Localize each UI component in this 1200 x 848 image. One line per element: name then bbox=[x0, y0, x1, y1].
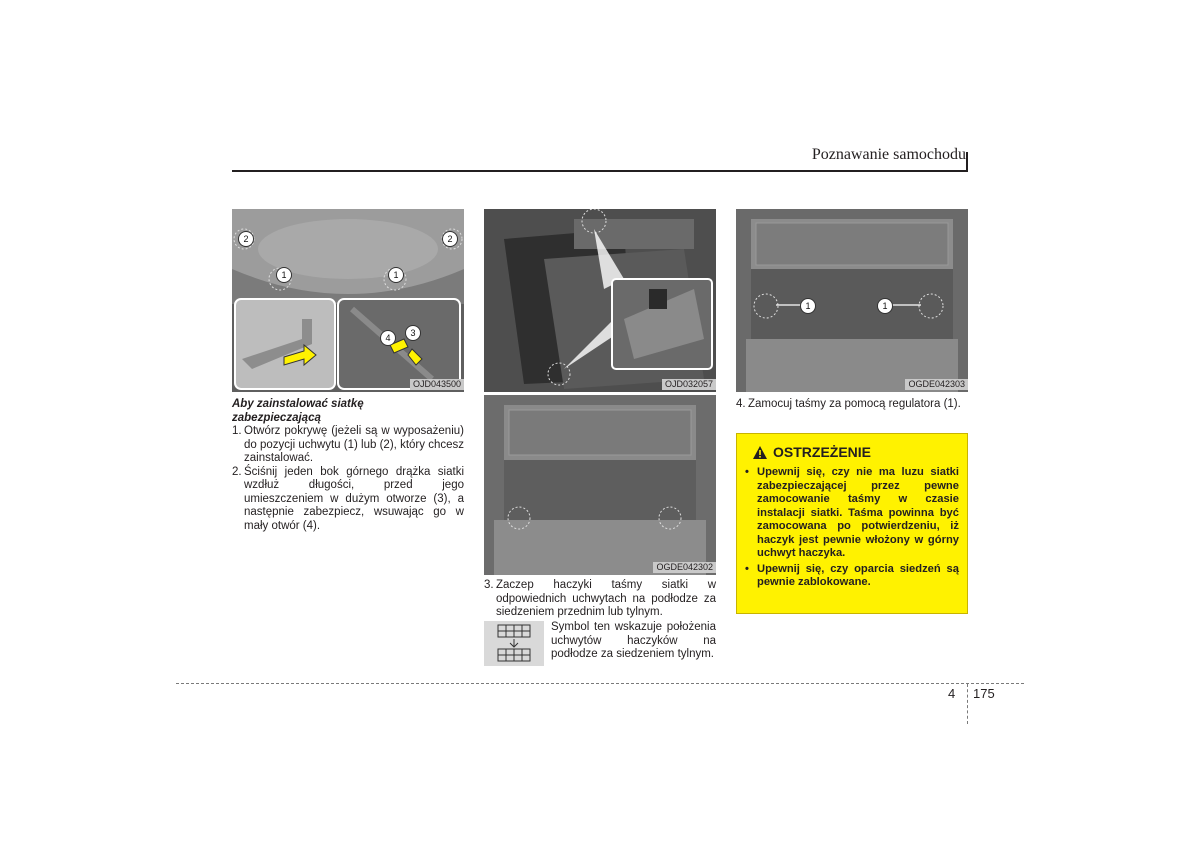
figure-net-straps bbox=[736, 209, 968, 392]
warning-box bbox=[736, 433, 968, 614]
callout-1-left: 1 bbox=[800, 298, 816, 314]
left-column bbox=[232, 398, 464, 533]
step-text: Ściśnij jeden bok górnego drążka siatki wzdłuż długości, przed jego umieszczeniem w dużym otworze (3), a następnie zabezpiecz, wsuwając go w mały otwór (4). bbox=[244, 465, 464, 532]
warning-title-text: OSTRZEŻENIE bbox=[773, 444, 872, 460]
step-number: 4. bbox=[736, 398, 746, 410]
figure-trunk-floor-hooks bbox=[484, 395, 716, 575]
section-heading: Aby zainstalować siatkę zabezpieczającą bbox=[232, 398, 364, 424]
step-text: Zamocuj taśmy za pomocą regulatora (1). bbox=[748, 398, 961, 410]
figure-net-straps-illustration bbox=[736, 209, 968, 392]
warning-item-text: Upewnij się, czy nie ma luzu siatki zabezpieczającej przez pewne zamocowanie taśmy w czasie instalacji siatki. Taśma powinna być zamocowana po potwierdzeniu, iż haczyk jest pewnie włożony w górny uchwyt haczyka. bbox=[757, 466, 959, 559]
step-number: 1. bbox=[232, 425, 242, 437]
warning-triangle-icon bbox=[753, 446, 767, 459]
callout-1-right: 1 bbox=[388, 267, 404, 283]
figure-code: OGDE042302 bbox=[653, 562, 716, 573]
footer-divider bbox=[967, 684, 968, 724]
figure-trunk-seat-illustration bbox=[484, 209, 716, 392]
page-number: 175 bbox=[973, 686, 995, 701]
callout-4: 4 bbox=[380, 330, 396, 346]
floor-hook-symbol bbox=[484, 621, 544, 666]
middle-column bbox=[484, 579, 716, 620]
callout-1-left: 1 bbox=[276, 267, 292, 283]
figure-trunk-floor-illustration bbox=[484, 395, 716, 575]
symbol-note: Symbol ten wskazuje położenia uchwytów haczyków na podłodze za siedzeniem tylnym. bbox=[551, 621, 716, 660]
warning-title bbox=[737, 434, 967, 466]
bullet: • bbox=[745, 562, 749, 575]
callout-2-right: 2 bbox=[442, 231, 458, 247]
step-number: 2. bbox=[232, 465, 242, 478]
chapter-number: 4 bbox=[948, 686, 956, 701]
figure-roof-hooks-illustration bbox=[232, 209, 464, 392]
step-3 bbox=[484, 579, 716, 620]
bullet: • bbox=[745, 466, 749, 478]
footer-rule bbox=[176, 683, 1024, 684]
right-column bbox=[736, 398, 968, 412]
step-text: Zaczep haczyki taśmy siatki w odpowiednich uchwytach na podłodze za siedzeniem przednim lub tylnym. bbox=[496, 579, 716, 618]
step-text: Otwórz pokrywę (jeżeli są w wyposażeniu) do pozycji uchwytu (1) lub (2), który chcesz zainstalować. bbox=[244, 425, 464, 464]
warning-item bbox=[745, 563, 959, 590]
callout-1-right: 1 bbox=[877, 298, 893, 314]
figure-code: OJD032057 bbox=[662, 379, 716, 390]
step-number: 3. bbox=[484, 579, 494, 591]
figure-code: OJD043500 bbox=[410, 379, 464, 390]
header-rule bbox=[232, 170, 968, 172]
figure-trunk-seat-hooks bbox=[484, 209, 716, 392]
figure-roof-hooks bbox=[232, 209, 464, 392]
warning-item-text: Upewnij się, czy oparcia siedzeń są pewnie zablokowane. bbox=[757, 562, 959, 588]
header-tick bbox=[966, 152, 968, 172]
net-symbol-icon bbox=[484, 621, 544, 666]
step-1 bbox=[232, 425, 464, 466]
warning-list bbox=[737, 466, 967, 590]
step-4 bbox=[736, 398, 968, 412]
figure-code: OGDE042303 bbox=[905, 379, 968, 390]
running-header-title: Poznawanie samochodu bbox=[811, 146, 966, 163]
warning-item bbox=[745, 466, 959, 561]
step-2 bbox=[232, 466, 464, 534]
callout-2-left: 2 bbox=[238, 231, 254, 247]
callout-3: 3 bbox=[405, 325, 421, 341]
